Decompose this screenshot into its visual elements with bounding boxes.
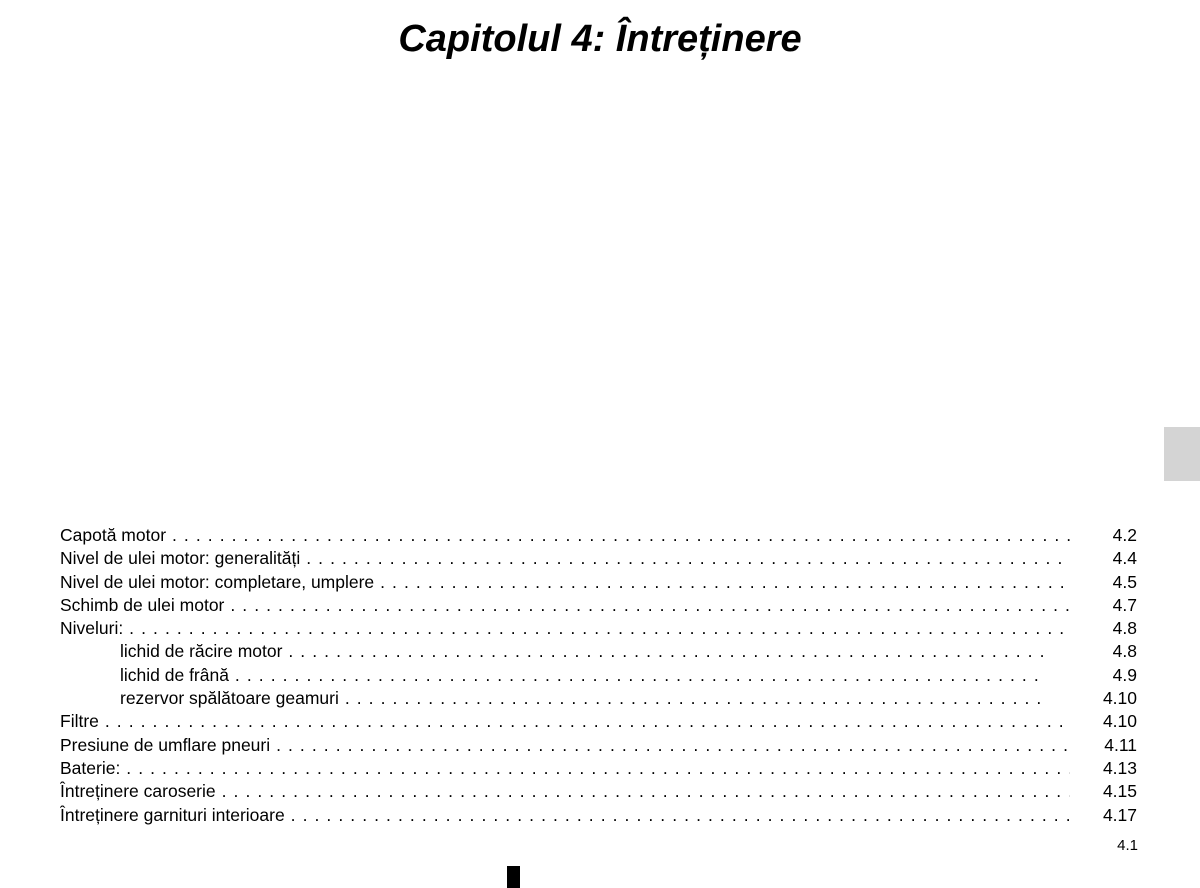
toc-entry-label: Întreținere garnituri interioare . . . [60,804,1070,827]
toc-entry-page: 4.10 [1102,711,1137,732]
table-of-contents [60,524,1140,827]
toc-entry [60,594,1140,617]
toc-subentry-page: 4.10 [1102,688,1137,709]
toc-entry-page: 4.17 [1102,804,1137,825]
toc-entry-label: Schimb de ulei motor . . . [60,594,1070,617]
toc-entry-label: Presiune de umflare pneuri . . . [60,734,1070,757]
toc-entry-page: 4.7 [1112,594,1137,615]
toc-subentry [60,664,1140,687]
toc-entry [60,571,1140,594]
toc-entry-page: 4.13 [1102,757,1137,778]
toc-entry [60,524,1140,547]
toc-entry [60,710,1140,733]
toc-entry-label: Niveluri: . . . [60,617,1070,640]
toc-entry-page: 4.2 [1112,525,1137,545]
toc-entry [60,804,1140,827]
toc-entry-label: Filtre . . . [60,710,1070,733]
toc-entry [60,547,1140,570]
toc-subentry [60,640,1140,663]
toc-subentry-page: 4.8 [1112,641,1137,662]
page-number: 4.1 [1117,837,1138,854]
toc-entry [60,757,1140,780]
toc-entry-label: Capotă motor . . . [60,524,1070,547]
page-edge-mark [507,866,520,888]
toc-entry [60,734,1140,757]
toc-entry-page: 4.4 [1112,548,1137,569]
toc-entry-page: 4.5 [1112,571,1137,592]
toc-entry [60,780,1140,803]
toc-subentry [60,687,1140,710]
toc-entry-page: 4.15 [1102,781,1137,802]
toc-entry-label: Baterie: . . . [60,757,1070,780]
chapter-side-tab [1164,427,1200,481]
chapter-title: Capitolul 4: Întreținere [398,18,802,60]
toc-entry-label: Nivel de ulei motor: generalități . . . [60,547,1070,570]
toc-entry-label: Nivel de ulei motor: completare, umplere . . . [60,571,1070,594]
toc-subentry-page: 4.9 [1112,664,1137,685]
toc-entry-page: 4.8 [1112,618,1137,639]
toc-subentry-label: lichid de răcire motor . . . [120,640,1045,663]
toc-subentry-label: rezervor spălătoare geamuri . . . [120,687,1045,710]
toc-entry-label: Întreținere caroserie . . . [60,780,1070,803]
toc-subentry-label: lichid de frână . . . [120,664,1045,687]
toc-entry [60,617,1140,640]
toc-entry-page: 4.11 [1104,734,1137,755]
